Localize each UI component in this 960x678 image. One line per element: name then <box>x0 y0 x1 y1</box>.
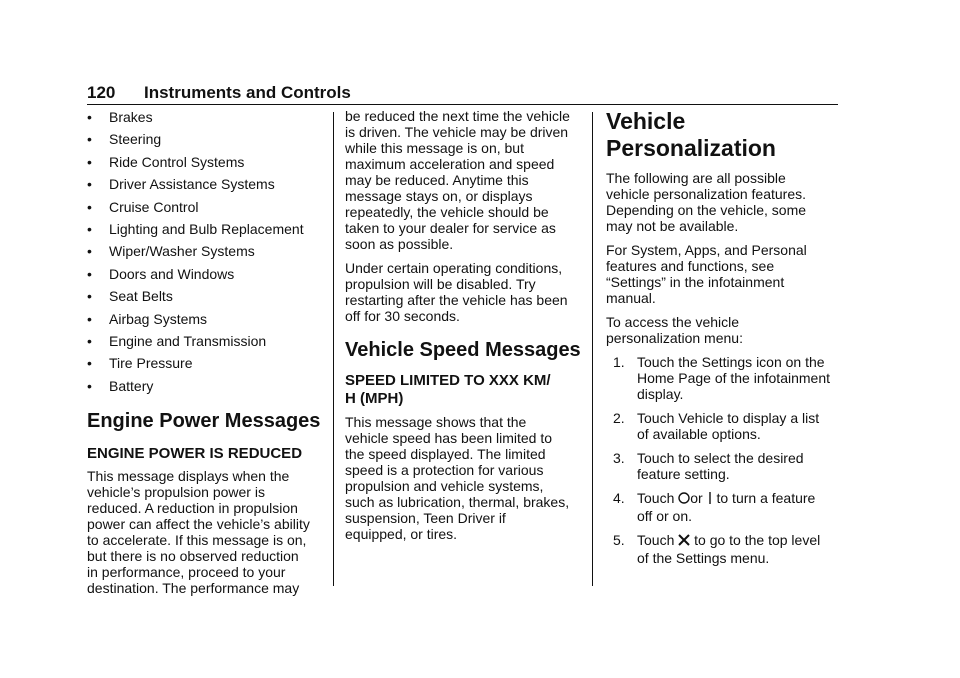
bullet-text: Steering <box>109 131 162 148</box>
bullet-item <box>87 175 323 197</box>
body-paragraph: For System, Apps, and Personal features and functions, see “Settings” in the infotainment manual. <box>606 242 807 306</box>
section-heading: Vehicle Speed Messages <box>345 339 581 361</box>
body-paragraph: This message displays when the vehicle’s propulsion power is reduced. A reduction in propulsion power can affect the vehicle’s ability to accelerate. If this message is on, but there is no observed reduction in performance, proceed to your destination. The performance may <box>87 468 310 597</box>
bullet-glyph: • <box>87 243 92 260</box>
body-paragraph: be reduced the next time the vehicle is driven. The vehicle may be driven while this message is on, but maximum acceleration and speed may be reduced. Anytime this message stays on, or displays repeatedly, the vehicle should be taken to your dealer for service as soon as possible. <box>345 108 570 252</box>
header-rule <box>87 104 838 105</box>
bullet-glyph: • <box>87 153 92 170</box>
bullet-text: Cruise Control <box>109 198 199 215</box>
bullet-text: Brakes <box>109 109 153 125</box>
bullet-glyph: • <box>87 355 92 372</box>
bullet-text: Engine and Transmission <box>109 332 267 349</box>
step-number: 4. <box>613 490 625 506</box>
body-paragraph: Under certain operating conditions, propulsion will be disabled. Try restarting after the vehicle has been off for 30 seconds. <box>345 260 568 324</box>
step-number: 1. <box>613 354 625 370</box>
bullet-glyph: • <box>87 109 92 125</box>
step-item <box>606 410 842 442</box>
bullet-glyph: • <box>87 288 92 305</box>
step-item <box>606 354 842 402</box>
column-divider-2 <box>592 112 593 586</box>
bullet-item <box>87 242 323 264</box>
step-item <box>606 450 842 482</box>
body-paragraph: This message shows that the vehicle speed has been limited to the speed displayed. The limited speed is a protection for various propulsion and vehicle systems, such as lubrication, thermal, brakes, suspension, Teen Driver if equipped, or tires. <box>345 414 570 542</box>
bullet-text: Wiper/Washer Systems <box>109 243 255 260</box>
page-number: 120 <box>87 83 116 102</box>
bullet-glyph: • <box>87 176 92 193</box>
bullet-item <box>87 377 323 399</box>
bullet-item <box>87 130 323 152</box>
column-3 <box>606 108 842 574</box>
bullet-glyph: • <box>87 131 92 148</box>
step-item <box>606 532 842 566</box>
bullet-glyph: • <box>87 332 92 349</box>
section-title: Instruments and Controls <box>144 83 351 102</box>
step-text-mid: or <box>690 490 707 506</box>
bullet-glyph: • <box>87 198 92 215</box>
bullet-text: Battery <box>109 377 154 394</box>
section-heading: Vehicle Personalization <box>606 108 776 161</box>
bullet-text: Doors and Windows <box>109 265 235 282</box>
steps-list <box>606 354 842 566</box>
body-paragraph: The following are all possible vehicle personalization features. Depending on the vehicle, some may not be available. <box>606 170 807 234</box>
bullet-item <box>87 220 323 242</box>
bullet-text: Tire Pressure <box>109 355 193 372</box>
bullet-glyph: • <box>87 220 92 237</box>
step-text-pre: Touch <box>637 532 679 548</box>
sub-heading: ENGINE POWER IS REDUCED <box>87 445 303 463</box>
step-item <box>606 490 842 524</box>
page-header <box>87 83 838 105</box>
bullet-text: Seat Belts <box>109 288 173 305</box>
bullet-text: Airbag Systems <box>109 310 208 327</box>
bullet-item <box>87 310 323 332</box>
step-text-post: to turn a feature off or on. <box>637 490 816 524</box>
bullet-item <box>87 332 323 354</box>
toggle-off-icon <box>678 491 690 508</box>
step-text: Touch the Settings icon on the Home Page of the infotainment display. <box>637 354 831 402</box>
step-text: Touch to select the desired feature setting. <box>637 450 804 482</box>
step-text-pre: Touch <box>637 490 679 506</box>
bullet-list <box>87 108 323 399</box>
column-divider-1 <box>333 112 334 586</box>
bullet-item <box>87 354 323 376</box>
bullet-text: Ride Control Systems <box>109 153 245 170</box>
section-heading: Engine Power Messages <box>87 410 321 433</box>
bullet-item <box>87 198 323 220</box>
bullet-item <box>87 287 323 309</box>
bullet-item <box>87 153 323 175</box>
bullet-glyph: • <box>87 310 92 327</box>
sub-heading: SPEED LIMITED TO XXX KM/ H (MPH) <box>345 372 551 407</box>
bullet-text: Driver Assistance Systems <box>109 176 275 193</box>
step-text-post: to go to the top level of the Settings menu. <box>637 532 821 566</box>
bullet-text: Lighting and Bulb Replacement <box>109 220 304 237</box>
column-2 <box>345 108 585 550</box>
step-number: 3. <box>613 450 625 466</box>
bullet-item <box>87 108 323 130</box>
step-text: Touch Vehicle to display a list of available options. <box>637 410 820 442</box>
bullet-glyph: • <box>87 265 92 282</box>
close-x-icon <box>678 533 690 550</box>
step-number: 2. <box>613 410 625 426</box>
column-1 <box>87 108 323 604</box>
step-number: 5. <box>613 532 625 548</box>
body-paragraph: To access the vehicle personalization menu: <box>606 314 743 346</box>
bullet-item <box>87 265 323 287</box>
bullet-glyph: • <box>87 377 92 394</box>
